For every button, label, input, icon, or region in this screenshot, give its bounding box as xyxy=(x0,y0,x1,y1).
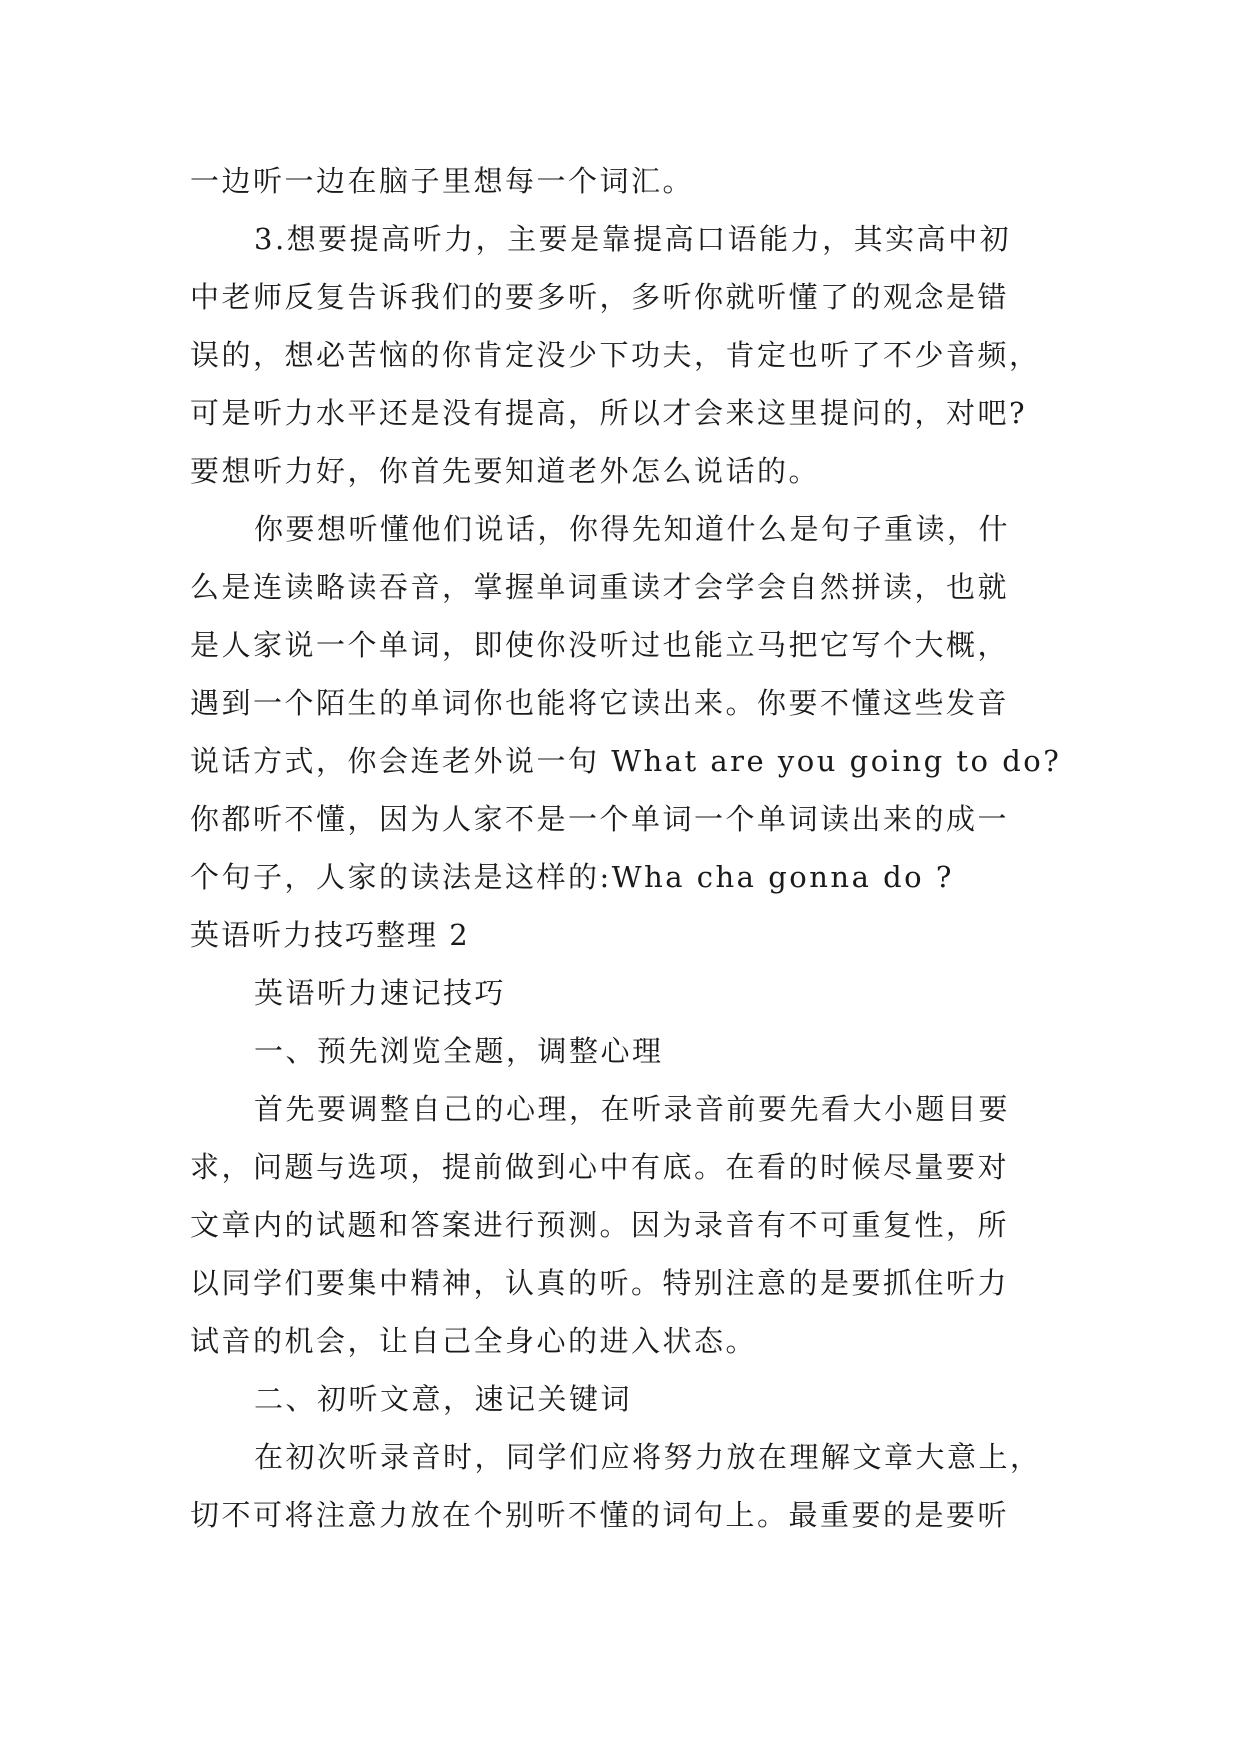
text-line: 在初次听录音时，同学们应将努力放在理解文章大意上， xyxy=(254,1440,1042,1474)
text-line: 个句子，人家的读法是这样的:Wha cha gonna do ? xyxy=(190,860,954,894)
document-body xyxy=(190,152,1070,1544)
text-line: 首先要调整自己的心理，在听录音前要先看大小题目要 xyxy=(254,1092,1011,1126)
subsection-heading: 一、预先浏览全题，调整心理 xyxy=(254,1034,664,1068)
text-line: 遇到一个陌生的单词你也能将它读出来。你要不懂这些发音 xyxy=(190,686,1010,720)
text-line: 要想听力好，你首先要知道老外怎么说话的。 xyxy=(190,454,821,488)
subsection-heading: 二、初听文意，速记关键词 xyxy=(254,1382,633,1416)
text-line: 试音的机会，让自己全身心的进入状态。 xyxy=(190,1324,758,1358)
text-line: 一边听一边在脑子里想每一个词汇。 xyxy=(190,164,695,198)
text-line: 么是连读略读吞音，掌握单词重读才会学会自然拼读，也就 xyxy=(190,570,1010,604)
text-line: 可是听力水平还是没有提高，所以才会来这里提问的，对吧? xyxy=(190,396,1028,430)
section-heading: 英语听力技巧整理 2 xyxy=(190,918,470,952)
text-line: 你都听不懂，因为人家不是一个单词一个单词读出来的成一 xyxy=(190,802,1010,836)
text-line: 误的，想必苦恼的你肯定没少下功夫，肯定也听了不少音频， xyxy=(190,338,1041,372)
text-line: 文章内的试题和答案进行预测。因为录音有不可重复性，所 xyxy=(190,1208,1010,1242)
text-line: 说话方式，你会连老外说一句 What are you going to do? xyxy=(190,744,1062,778)
text-line: 求，问题与选项，提前做到心中有底。在看的时候尽量要对 xyxy=(190,1150,1010,1184)
text-line: 3.想要提高听力，主要是靠提高口语能力，其实高中初 xyxy=(254,222,1012,256)
subsection-title: 英语听力速记技巧 xyxy=(254,976,507,1010)
text-line: 你要想听懂他们说话，你得先知道什么是句子重读，什 xyxy=(254,512,1011,546)
text-line: 中老师反复告诉我们的要多听，多听你就听懂了的观念是错 xyxy=(190,280,1010,314)
text-line: 是人家说一个单词，即使你没听过也能立马把它写个大概， xyxy=(190,628,1010,662)
text-line: 以同学们要集中精神，认真的听。特别注意的是要抓住听力 xyxy=(190,1266,1010,1300)
text-line: 切不可将注意力放在个别听不懂的词句上。最重要的是要听 xyxy=(190,1498,1010,1532)
